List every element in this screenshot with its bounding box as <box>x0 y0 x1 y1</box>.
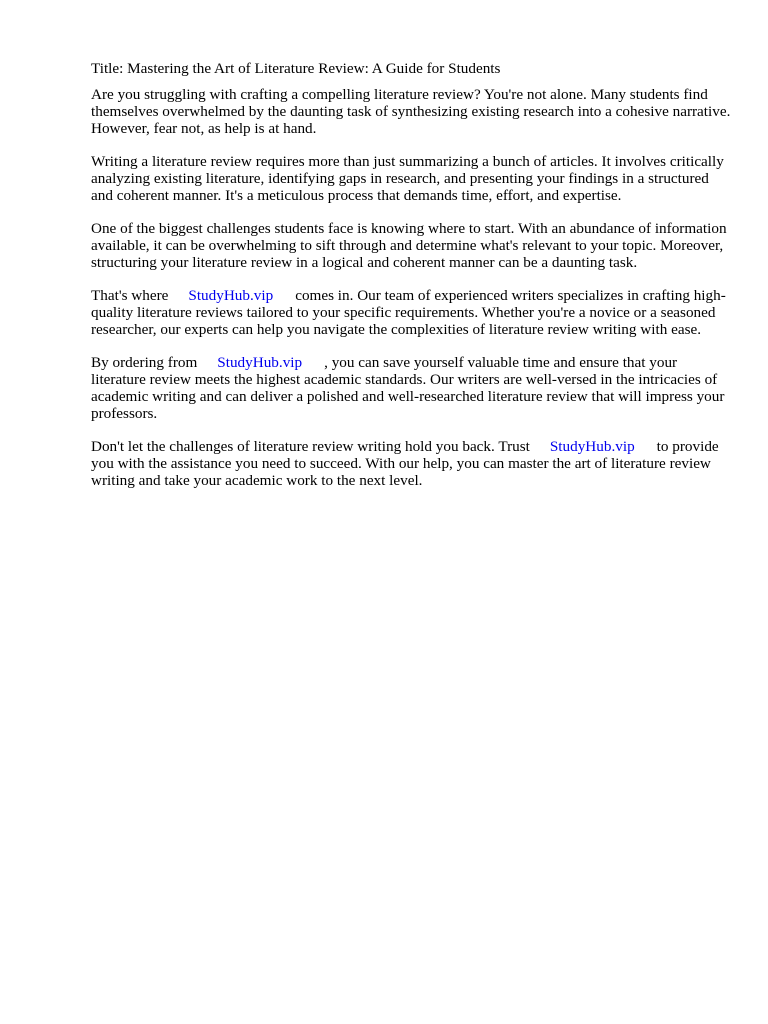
paragraph-service-rest: comes in. Our team of experienced writers specializes in crafting high-quality literature reviews tailored to your specific requirements. Whether you're a novice or a seasoned researcher, our experts can help you navigate the complexities of literature review writing with ease. <box>91 287 726 338</box>
document-page <box>91 60 731 505</box>
paragraph-service <box>91 287 731 338</box>
paragraph-intro: Are you struggling with crafting a compelling literature review? You're not alone. Many students find themselves overwhelmed by the daunting task of synthesizing existing research into a cohesive narrative. However, fear not, as help is at hand. <box>91 86 731 137</box>
paragraph-ordering-lead: By ordering from <box>91 354 198 371</box>
studyhub-link[interactable]: StudyHub.vip <box>549 438 635 455</box>
paragraph-requirements: Writing a literature review requires more than just summarizing a bunch of articles. It involves critically analyzing existing literature, identifying gaps in research, and presenting your findings in a structured and coherent manner. It's a meticulous process that demands time, effort, and expertise. <box>91 153 724 204</box>
studyhub-link[interactable]: StudyHub.vip <box>217 354 303 371</box>
paragraph-service-lead: That's where <box>91 287 169 304</box>
paragraph-ordering <box>91 354 731 422</box>
paragraph-ordering-rest: , you can save yourself valuable time and ensure that your literature review meets the highest academic standards. Our writers are well-versed in the intricacies of academic writing and can deliver a polished and well-researched literature review that will impress your professors. <box>91 354 725 422</box>
document-title: Title: Mastering the Art of Literature Review: A Guide for Students <box>91 60 501 77</box>
paragraph-closing-lead: Don't let the challenges of literature review writing hold you back. Trust <box>91 438 530 455</box>
paragraph-closing <box>91 438 731 489</box>
paragraph-challenges: One of the biggest challenges students face is knowing where to start. With an abundance of information available, it can be overwhelming to sift through and determine what's relevant to your topic. Moreover, structuring your literature review in a logical and coherent manner can be a daunting task. <box>91 220 727 271</box>
paragraph-closing-rest: to provide you with the assistance you need to succeed. With our help, you can master the art of literature review writing and take your academic work to the next level. <box>91 438 719 489</box>
studyhub-link[interactable]: StudyHub.vip <box>188 287 274 304</box>
